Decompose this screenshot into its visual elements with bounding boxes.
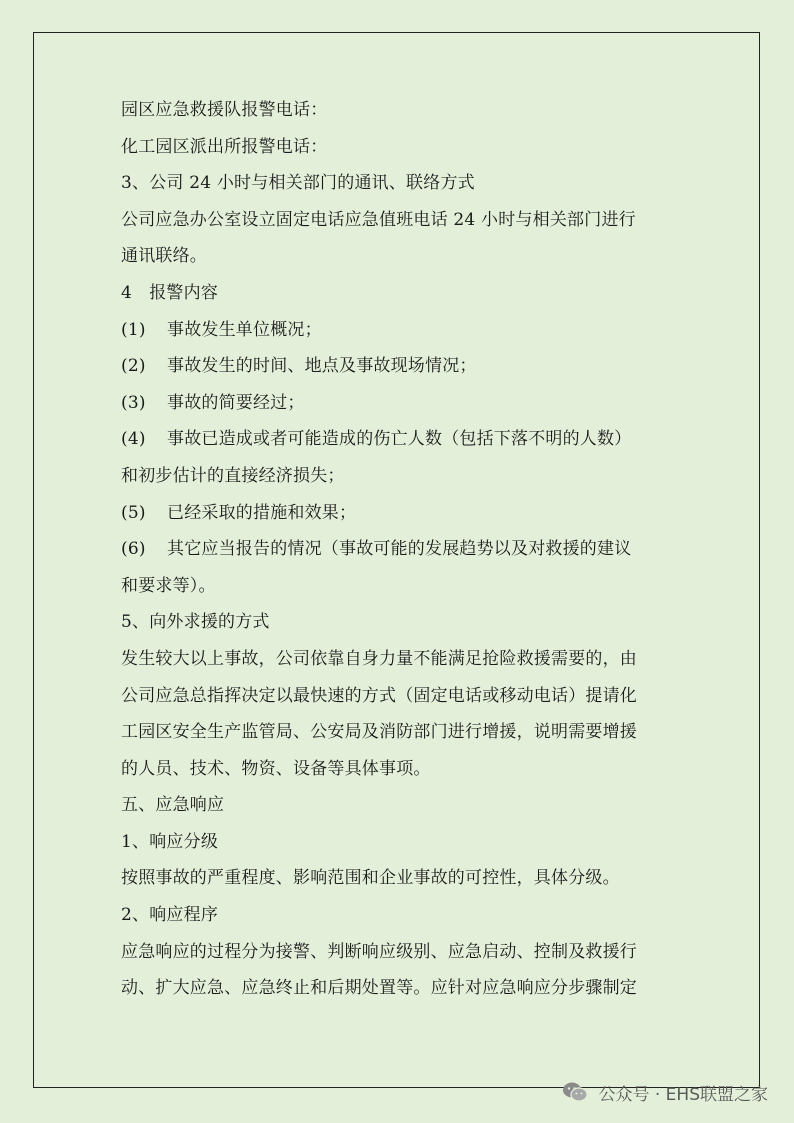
text-line: 园区应急救援队报警电话： — [121, 100, 328, 120]
text-line: 和要求等）。 — [121, 575, 216, 596]
list-item — [121, 348, 677, 385]
chapter-heading: 五、应急响应 — [121, 795, 225, 816]
list-text: 已经采取的措施和效果； — [167, 502, 357, 523]
wechat-account-label: 公众号 · EHS联盟之家 — [598, 1084, 768, 1105]
list-item — [121, 385, 677, 422]
section-heading: 3、公司 24 小时与相关部门的通讯、联络方式 — [121, 173, 475, 194]
section-heading: 4 报警内容 — [121, 282, 219, 303]
text-line: 按照事故的严重程度、影响范围和企业事故的可控性，具体分级。 — [121, 868, 620, 889]
text-line: 工园区安全生产监管局、公安局及消防部门进行增援，说明需要增援 — [121, 722, 637, 743]
list-number: (3) — [121, 392, 146, 413]
list-item — [121, 531, 677, 568]
list-text: 事故发生单位概况； — [167, 319, 322, 340]
section-heading: 2、响应程序 — [121, 905, 219, 926]
list-item — [121, 495, 677, 532]
list-text: 事故已造成或者可能造成的伤亡人数（包括下落不明的人数） — [167, 429, 632, 450]
list-number: (5) — [121, 502, 146, 523]
list-number: (2) — [121, 356, 146, 377]
text-line: 通讯联络。 — [121, 246, 207, 267]
text-line: 动、扩大应急、应急终止和后期处置等。应针对应急响应分步骤制定 — [121, 978, 637, 999]
wechat-watermark — [562, 1076, 768, 1108]
list-number: (4) — [121, 429, 146, 450]
text-line: 化工园区派出所报警电话： — [121, 136, 328, 157]
section-heading: 5、向外求援的方式 — [121, 612, 270, 633]
list-text: 事故发生的时间、地点及事故现场情况； — [167, 356, 477, 377]
text-line: 公司应急办公室设立固定电话应急值班电话 24 小时与相关部门进行 — [121, 209, 636, 230]
list-number: (6) — [121, 539, 146, 560]
list-text: 其它应当报告的情况（事故可能的发展趋势以及对救援的建议 — [167, 539, 632, 560]
text-line: 公司应急总指挥决定以最快速的方式（固定电话或移动电话）提请化 — [121, 685, 637, 706]
text-line: 的人员、技术、物资、设备等具体事项。 — [121, 758, 431, 779]
document-body — [121, 92, 677, 1007]
section-heading: 1、响应分级 — [121, 831, 219, 852]
text-line: 和初步估计的直接经济损失； — [121, 465, 345, 486]
list-item — [121, 421, 677, 458]
text-line: 应急响应的过程分为接警、判断响应级别、应急启动、控制及救援行 — [121, 941, 637, 962]
list-text: 事故的简要经过； — [167, 392, 305, 413]
text-line: 发生较大以上事故，公司依靠自身力量不能满足抢险救援需要的，由 — [121, 648, 637, 669]
list-item — [121, 312, 677, 349]
wechat-icon — [562, 1081, 588, 1103]
list-number: (1) — [121, 319, 146, 340]
